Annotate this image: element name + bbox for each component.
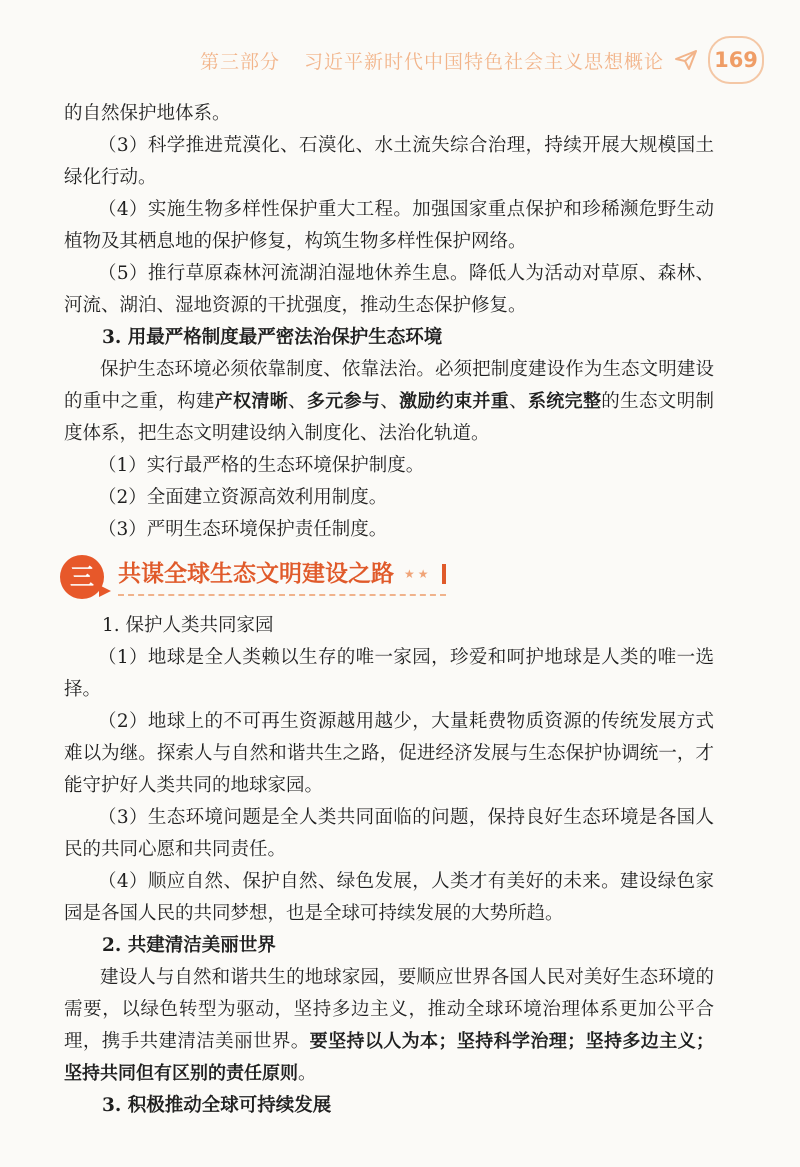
text-paragraph: （1）地球是全人类赖以生存的唯一家园，珍爱和呵护地球是人类的唯一选择。 xyxy=(64,647,714,700)
paper-plane-icon xyxy=(674,48,698,72)
text-subheading: 3. 用最严格制度最严密法治保护生态环境 xyxy=(102,327,443,348)
section-title: 共谋全球生态文明建设之路 xyxy=(118,561,394,587)
section-title-wrap xyxy=(118,558,446,596)
book-title: 习近平新时代中国特色社会主义思想概论 xyxy=(303,50,664,73)
text-paragraph: 保护生态环境必须依靠制度、依靠法治。必须把制度建设作为生态文明建设的重中之重，构建产权清晰、多元参与、激励约束并重、系统完整的生态文明制度体系，把生态文明建设纳入制度化、法治化轨道。 xyxy=(64,359,714,444)
section-heading xyxy=(60,554,714,600)
bar-decoration-icon xyxy=(442,564,446,584)
text-paragraph: （1）实行最严格的生态环境保护制度。 xyxy=(98,455,425,476)
text-paragraph: （5）推行草原森林河流湖泊湿地休养生息。降低人为活动对草原、森林、河流、湖泊、湿地资源的干扰强度，推动生态保护修复。 xyxy=(64,263,714,316)
text-paragraph: （2）地球上的不可再生资源越用越少，大量耗费物质资源的传统发展方式难以为继。探索人与自然和谐共生之路，促进经济发展与生态保护协调统一，才能守护好人类共同的地球家园。 xyxy=(64,711,714,796)
text-paragraph: （4）顺应自然、保护自然、绿色发展，人类才有美好的未来。建设绿色家园是各国人民的共同梦想，也是全球可持续发展的大势所趋。 xyxy=(64,871,714,924)
text-paragraph: （3）严明生态环境保护责任制度。 xyxy=(98,519,388,540)
text-paragraph: （2）全面建立资源高效利用制度。 xyxy=(98,487,388,508)
section-number-badge: 三 xyxy=(60,555,104,599)
text-section-2 xyxy=(64,610,714,1122)
text-subheading: 2. 共建清洁美丽世界 xyxy=(102,935,276,956)
text-section-1 xyxy=(64,98,714,546)
page-number: 169 xyxy=(708,36,764,84)
star-decoration-icon: ★★ xyxy=(404,567,432,581)
page-body xyxy=(64,98,714,1122)
running-header xyxy=(200,36,764,84)
text-subheading: 1. 保护人类共同家园 xyxy=(102,615,274,636)
text-paragraph: （3）生态环境问题是全人类共同面临的问题，保持良好生态环境是各国人民的共同心愿和共同责任。 xyxy=(64,807,714,860)
part-label: 第三部分 xyxy=(199,50,280,73)
text-paragraph: 的自然保护地体系。 xyxy=(64,103,231,124)
text-paragraph: （3）科学推进荒漠化、石漠化、水土流失综合治理，持续开展大规模国土绿化行动。 xyxy=(64,135,714,188)
text-subheading: 3. 积极推动全球可持续发展 xyxy=(102,1095,332,1116)
text-paragraph: 建设人与自然和谐共生的地球家园，要顺应世界各国人民对美好生态环境的需要，以绿色转型为驱动，坚持多边主义，推动全球环境治理体系更加公平合理，携手共建清洁美丽世界。要坚持以人为本；坚持科学治理；坚持多边主义；坚持共同但有区别的责任原则。 xyxy=(64,967,714,1084)
text-paragraph: （4）实施生物多样性保护重大工程。加强国家重点保护和珍稀濒危野生动植物及其栖息地的保护修复，构筑生物多样性保护网络。 xyxy=(64,199,714,252)
